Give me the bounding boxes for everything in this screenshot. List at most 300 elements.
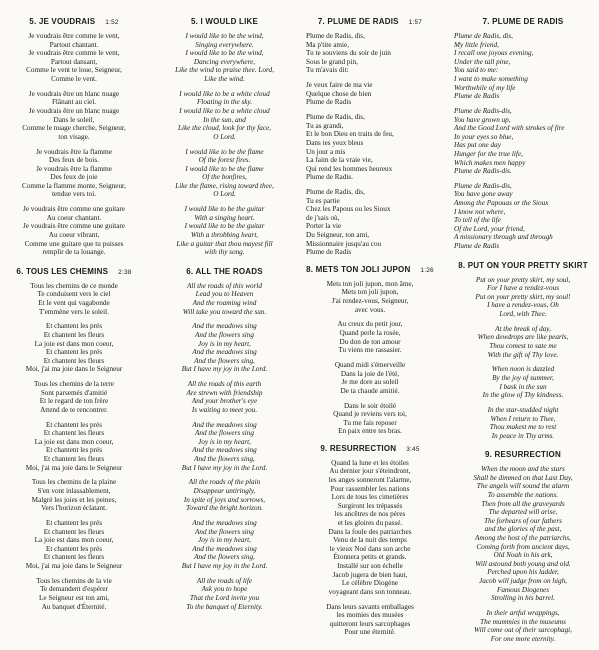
lyric-line: and the glories of the past, <box>484 525 562 534</box>
song-name: PLUME DE RADIS <box>492 17 564 26</box>
lyric-line: I would like to be the wind, <box>185 49 264 58</box>
lyric-line: Like the flame, rising toward thee, <box>175 181 274 190</box>
song-duration: 3:45 <box>406 445 420 453</box>
lyric-line: Comme le vent. <box>51 74 97 83</box>
lyric-line: Des feux de joie <box>50 173 98 182</box>
verse <box>152 380 297 414</box>
lyric-line: O Lord. <box>213 132 236 141</box>
lyric-line: Et chantent les prés <box>45 348 103 357</box>
lyric-line: And the flowers sing, <box>194 455 255 464</box>
lyric-line: You have gone away <box>454 190 513 199</box>
lyric-line: S'en vont inlassablement, <box>37 487 111 496</box>
lyric-line: I recall one joyous evening, <box>454 49 534 58</box>
lyric-line: Au banquet d'Éternité. <box>41 602 107 611</box>
song-title <box>300 444 440 453</box>
lyric-line: Tu viens me rassasier. <box>338 346 402 355</box>
verse <box>152 32 297 84</box>
lyric-line: For I have a rendez-vous <box>487 284 559 293</box>
lyric-line: Je veux faire de ma vie <box>306 81 373 90</box>
verse <box>448 325 598 359</box>
lyric-line: Et le regard de ton frère <box>39 397 109 406</box>
lyric-line: When I return to Thee, <box>490 414 556 423</box>
verse <box>448 276 598 319</box>
lyric-line: La joie est dans mon coeur, <box>34 437 114 446</box>
lyric-line: When noon is dazzled <box>491 365 555 374</box>
lyric-line: The angels will sound the alarm <box>476 482 570 491</box>
verse <box>300 280 440 314</box>
song-title <box>0 17 148 26</box>
lyric-line: Among the host of the patriarchs, <box>475 534 571 543</box>
verse <box>300 402 440 436</box>
song-name: I WOULD LIKE <box>200 17 259 26</box>
lyric-line: Dans le soleil, <box>53 115 95 124</box>
lyric-line: Will take you toward the sun. <box>182 307 267 316</box>
lyric-line: Pour rassembler les nations <box>330 484 410 493</box>
song-block <box>300 444 440 637</box>
column-1 <box>0 17 148 617</box>
lyric-line: Ask you to hope <box>201 585 248 594</box>
lyric-line: In the glow of Thy kindness. <box>482 391 564 400</box>
lyric-line: Qui rend les hommes heureux <box>306 164 393 173</box>
lyric-line: Plume de Radis, dis, <box>306 113 365 122</box>
lyric-line: I would like to be the guitar <box>184 222 265 231</box>
lyric-line: Le célèbre Diogène <box>341 579 399 588</box>
lyric-line: Flânant au ciel. <box>51 98 97 107</box>
lyric-line: Put on your pretty skirt, my soul! <box>475 292 571 301</box>
lyric-line: Et chantent les prés <box>45 544 103 553</box>
lyric-line: Dans tes yeux bleus <box>306 138 364 147</box>
lyric-line: Et chantent les fleurs <box>43 429 105 438</box>
lyric-line: Shall be dimmed on that Last Day, <box>473 473 573 482</box>
lyric-line: Surgiront les trépassés <box>337 501 403 510</box>
lyric-line: In peace in Thy arms. <box>491 431 555 440</box>
lyric-line: Thou comest to sate me <box>489 341 557 350</box>
lyric-line: My little friend, <box>454 40 499 49</box>
lyric-line: Like a guitar that thou mayest fill <box>176 239 273 248</box>
lyric-line: A missionary through and through <box>454 233 553 242</box>
verse <box>152 478 297 512</box>
lyric-line: I would like to be the flame <box>185 164 264 173</box>
verse <box>152 519 297 571</box>
lyric-line: You have grown up, <box>454 115 511 124</box>
song-number: 9. <box>320 443 328 453</box>
song-number: 5. <box>190 17 199 26</box>
verse <box>0 32 148 84</box>
lyric-line: Et le vent qui vagabonde <box>38 299 110 307</box>
lyric-line: Lord, with Thee. <box>499 310 547 318</box>
lyric-line: Will astound both young and old. <box>475 559 571 568</box>
song-block <box>152 267 297 611</box>
verse <box>0 205 148 257</box>
song-title <box>448 450 598 459</box>
lyric-line: Tous les chemins de ce monde <box>30 281 118 290</box>
lyric-line: Venu de la nuit des temps <box>333 536 407 545</box>
lyric-line: tendue vers toi. <box>51 190 97 199</box>
lyric-line: Quelque chose de bien <box>306 89 372 98</box>
lyric-line: Tous les chemins de la plaine <box>31 478 117 487</box>
lyric-line: And your brother's eye <box>191 397 258 406</box>
lyric-line: Mets ton joli jupon, <box>341 288 399 297</box>
lyric-line: De ta chaude amitié. <box>340 386 400 395</box>
song-name: JE VOUDRAIS <box>38 17 96 26</box>
lyric-line: Tu me fais reposer <box>343 418 397 427</box>
lyric-line: Installé sur son échelle <box>337 562 403 570</box>
lyric-line: Et chantent les prés <box>45 322 103 331</box>
lyric-line: Which makes men happy <box>454 158 526 167</box>
song-number: 7. <box>482 17 490 26</box>
lyric-line: All the roads of this world <box>186 281 262 290</box>
lyric-line: I would like to be a white cloud <box>179 89 270 98</box>
lyric-line: Tu m'avais dit: <box>306 66 349 75</box>
song-block <box>152 17 297 257</box>
lyric-line: And the flowers sing <box>195 429 254 438</box>
lyric-line: And the meadows sing <box>192 519 257 527</box>
lyric-line: La joie est dans mon coeur, <box>34 536 114 545</box>
lyric-line: And the flowers sing <box>195 330 254 339</box>
lyric-line: Plume de Radis-dis. <box>454 167 512 176</box>
lyric-line: The departed will arise, <box>488 508 558 517</box>
lyric-line: And the flowers sing, <box>194 356 255 365</box>
lyric-line: And the meadows sing <box>192 446 257 455</box>
lyric-line: Moi, j'ai ma joie dans le Seigneur <box>25 561 123 570</box>
lyric-line: Of the bonfires, <box>202 173 247 182</box>
lyric-line: But I have my joy in the Lord. <box>181 463 268 472</box>
lyric-line: In your eyes so blue, <box>454 132 514 141</box>
song-number: 5. <box>29 17 37 26</box>
lyric-line: Strolling in his barrel. <box>491 594 555 603</box>
lyric-line: Will come out of their sarcophagi, <box>474 626 572 635</box>
lyric-line: When dewdrops are like pearls, <box>477 333 569 342</box>
lyric-line: Du don de ton amour <box>339 337 401 346</box>
verse <box>0 478 148 512</box>
lyric-line: Coming forth from ancient days, <box>476 542 570 551</box>
verse <box>448 107 598 176</box>
lyric-line: Dans la foule des patriarches <box>328 527 412 536</box>
song-name: PUT ON YOUR PRETTY SKIRT <box>467 260 588 270</box>
verse <box>300 113 440 182</box>
lyric-line: In the star-studded night <box>487 405 559 414</box>
song-title <box>0 267 148 276</box>
lyric-line: Au dernier jour s'éteindront, <box>329 467 411 476</box>
lyric-line: Like the wind. <box>204 74 245 83</box>
lyric-line: Je voudrais être un blanc nuage <box>28 106 120 115</box>
lyric-line: Comme le vent te loue, Seigneur, <box>26 66 122 75</box>
lyric-line: Porter la vie <box>306 222 342 231</box>
lyric-line: Plume de Radis <box>454 242 500 251</box>
lyric-line: Plume de Radis, dis, <box>306 188 365 197</box>
lyric-line: The forbears of our fathers <box>484 516 562 525</box>
column-4 <box>448 17 598 650</box>
lyric-line: Is waiting to meet you. <box>191 405 258 414</box>
lyric-line: de j'sais où, <box>306 213 340 222</box>
lyric-line: But I have my joy in the Lord. <box>181 561 268 570</box>
lyric-line: Among the Papouas or the Sioux <box>454 199 549 208</box>
lyric-line: Plume de Radis <box>306 98 352 107</box>
lyric-line: And the meadows sing <box>192 348 257 357</box>
lyric-line: with thy song. <box>204 248 245 257</box>
lyric-line: Then from all the graveyards <box>481 499 565 508</box>
song-number: 6. <box>16 266 24 276</box>
lyric-line: And the meadows sing <box>192 420 257 429</box>
lyric-line: Dans la joie de l'été, <box>340 369 400 378</box>
lyric-line: Je voudrais être la flamme <box>36 164 112 173</box>
lyric-line: Lead you to Heaven <box>195 290 254 299</box>
lyric-line: Partout dansant, <box>50 57 98 66</box>
lyric-line: Quand midi s'émerveille <box>334 360 406 369</box>
lyric-line: Je voudrais être un blanc nuage <box>28 89 120 98</box>
lyric-line: Quand je reviens vers toi, <box>333 410 407 419</box>
song-block <box>448 450 598 643</box>
lyric-line: Thou makest me to rest <box>489 423 557 432</box>
lyric-line: Au creux du petit jour, <box>337 320 403 329</box>
lyric-line: Toward the bright horizon. <box>186 504 263 513</box>
lyric-line: Je voudrais être comme une guitare <box>23 205 125 214</box>
verse <box>448 365 598 399</box>
lyric-line: Singing everywhere. <box>195 40 254 49</box>
lyric-line: Moi, j'ai ma joie dans le Seigneur <box>25 365 123 374</box>
lyric-line: Lors de tous les cimetières <box>331 493 409 502</box>
verse <box>300 603 440 637</box>
verse <box>152 148 297 200</box>
lyric-line: In their artful wrappings, <box>486 608 560 617</box>
lyric-line: Comme une guitare que tu puisses <box>24 239 124 248</box>
lyric-line: Dans le soir étoilé <box>343 401 397 410</box>
verse <box>300 81 440 107</box>
lyric-line: Et le bon Dieu en traits de feu, <box>306 130 394 139</box>
lyric-line: Je voudrais être comme le vent, <box>28 49 120 58</box>
lyric-line: La faim de la vraie vie, <box>306 156 373 165</box>
lyric-line: J'ai rendez-vous, Seigneur, <box>331 297 409 305</box>
verse <box>0 519 148 571</box>
verse <box>152 577 297 611</box>
lyric-line: Plume de Radis, dis, <box>454 32 513 40</box>
verse <box>300 361 440 395</box>
lyric-line: les ancêtres de nos pères <box>334 510 406 519</box>
lyric-line: Are strewn with friendship <box>186 388 263 397</box>
verse <box>448 182 598 251</box>
lyric-line: And the roaming wind <box>192 299 257 307</box>
lyric-line: I would like to be the wind, <box>185 32 264 40</box>
lyric-line: I want to make something <box>454 74 528 83</box>
lyric-line: In the sun, and <box>203 115 246 124</box>
lyric-line: Dancing everywhere, <box>193 57 256 66</box>
song-title <box>152 267 297 276</box>
lyric-line: Mets ton joli jupon, mon âme, <box>326 279 414 288</box>
verse <box>0 148 148 200</box>
verse <box>0 577 148 611</box>
lyric-line: All the roads of this earth <box>187 380 262 389</box>
lyric-line: Plume de Radis. <box>306 173 353 182</box>
lyric-line: To tell of the life <box>454 216 501 225</box>
lyric-line: Joy is in my heart, <box>198 536 251 545</box>
lyric-line: I would like to be the guitar <box>184 205 265 214</box>
song-duration: 1:52 <box>105 19 119 26</box>
song-number: 7. <box>317 17 325 26</box>
song-number: 8. <box>306 264 314 274</box>
verse <box>300 459 440 597</box>
song-name: ALL THE ROADS <box>195 266 263 276</box>
verse <box>152 205 297 257</box>
lyric-line: Plume de Radis, dis, <box>306 32 365 40</box>
lyric-line: Un jour a mis <box>306 147 346 156</box>
song-duration: 1:26 <box>420 266 434 274</box>
lyric-line: les anges sonneront l'alarme, <box>328 476 412 485</box>
lyric-line: All the roads of the plain <box>188 478 261 487</box>
lyric-line: Partout chantant. <box>49 40 99 49</box>
lyric-line: Put on your pretty skirt, my soul, <box>475 275 571 284</box>
lyric-line: The mummies in the museums <box>480 617 566 626</box>
verse <box>152 282 297 316</box>
lyric-line: Under the tall pine, <box>454 57 511 66</box>
lyric-line: Et chantent les fleurs <box>43 553 105 562</box>
lyric-line: O Lord. <box>213 190 236 199</box>
lyric-line: quitteront leurs sarcophages <box>329 619 411 628</box>
lyric-line: By the joy of summer, <box>492 373 554 382</box>
verse <box>300 320 440 354</box>
lyric-line: Dans leurs savants emballages <box>326 602 414 611</box>
lyric-line: For one more eternity. <box>490 634 556 643</box>
lyric-line: Tous les chemins de la vie <box>36 576 112 585</box>
lyric-line: Plume de Radis-dis, <box>454 106 512 115</box>
lyric-line: Tu as grandi, <box>306 121 344 130</box>
lyric-line: All the roads of life <box>196 576 253 585</box>
lyric-line: And the flowers sing <box>195 527 254 536</box>
lyric-line: Vers l'horizon éclatant. <box>41 504 107 513</box>
lyric-line: Floating in the sky. <box>196 98 253 107</box>
lyric-line: Quand la lune et les étoiles <box>331 458 409 467</box>
lyric-line: Plume de Radis <box>454 92 500 101</box>
lyric-line: And the meadows sing <box>192 322 257 331</box>
lyric-line: Moi, j'ai ma joie dans le Seigneur <box>25 463 123 472</box>
lyric-line: Tu te souviens du soir de juin <box>306 49 391 58</box>
song-number: 8. <box>458 260 466 270</box>
lyric-line: les momies des musées <box>336 611 404 620</box>
song-block <box>300 265 440 436</box>
lyric-line: Ma p'tite amie, <box>306 40 350 49</box>
lyric-line: When the moon and the stars <box>481 465 565 474</box>
lyric-line: Jacob will judge from on high, <box>479 577 567 585</box>
lyric-line: I have a rendez-vous, Oh <box>487 301 559 310</box>
song-name: RESURRECTION <box>494 450 561 460</box>
lyric-line: Je voudrais être comme une guitare <box>23 222 125 231</box>
lyric-line: Like the cloud, look for thy face, <box>177 124 271 133</box>
lyric-line: And the meadows sing <box>192 544 257 553</box>
lyric-line: With a singing heart. <box>194 213 255 222</box>
verse <box>448 609 598 643</box>
verse <box>0 282 148 316</box>
lyric-line: le vieux Noé dans son arche <box>329 544 411 553</box>
lyric-line: To assemble the nations. <box>487 491 559 500</box>
lyric-line: Quand perle la rosée, <box>339 328 401 337</box>
song-duration: 2:38 <box>118 268 132 276</box>
lyric-line: That the Lord invite you <box>189 593 260 602</box>
song-title <box>448 17 598 26</box>
lyric-line: Joy is in my heart, <box>198 437 251 446</box>
song-duration: 1:57 <box>408 19 423 26</box>
song-name: PLUME DE RADIS <box>327 17 399 26</box>
lyric-line: Disappear untiringly, <box>193 487 256 496</box>
verse <box>0 90 148 142</box>
lyric-line: Comme la flamme monte, Seigneur, <box>22 181 126 190</box>
lyric-line: Au coeur vibrant, <box>48 231 100 240</box>
lyric-line: Famous Diogenes <box>496 585 550 594</box>
verse <box>300 32 440 75</box>
lyric-line: Des feux de bois. <box>49 156 99 165</box>
lyric-line: Te demandent d'espérer <box>40 585 108 594</box>
verse <box>448 406 598 440</box>
lyric-line: Comme le nuage cherche, Seigneur, <box>22 124 126 133</box>
lyric-line: T'emmène vers le soleil. <box>39 307 109 316</box>
verse <box>448 465 598 603</box>
lyric-line: Sont parsemés d'amitié <box>40 388 108 397</box>
lyric-line: But I have my joy in the Lord. <box>181 365 268 374</box>
lyric-line: I know not where, <box>454 207 506 216</box>
column-2 <box>152 17 297 617</box>
song-name: METS TON JOLI JUPON <box>315 264 411 274</box>
lyric-line: Hunger for the true life, <box>454 149 523 158</box>
lyric-line: I bask in the sun <box>499 382 547 391</box>
song-title <box>448 261 598 270</box>
lyric-line: Chez les Papous ou les Sioux <box>306 205 391 214</box>
lyric-line: En paix entre tes bras. <box>338 427 402 436</box>
lyric-line: Of the Lord, your friend, <box>454 224 525 233</box>
lyric-line: et les gloires du passé. <box>337 519 403 528</box>
lyric-line: Au coeur chantant. <box>46 213 102 222</box>
lyric-line: Jacob jugera de bien haut, <box>332 570 408 579</box>
song-name: TOUS LES CHEMINS <box>25 266 109 276</box>
lyric-line: Le Seigneur est ton ami, <box>38 593 110 602</box>
song-block <box>448 261 598 441</box>
lyric-line: Worthwhile of my life <box>454 83 516 92</box>
lyric-line: Perched upon his ladder, <box>487 568 559 577</box>
lyric-line: Malgré les joies et les peines, <box>31 495 117 504</box>
verse <box>448 32 598 101</box>
lyric-line: Et chantent les prés <box>45 519 103 527</box>
lyric-line: Joy is in my heart, <box>198 339 251 348</box>
song-number: 9. <box>485 450 493 460</box>
verse <box>152 90 297 142</box>
song-title <box>152 17 297 26</box>
lyric-line: Plume de Radis-dis, <box>454 181 512 190</box>
song-title <box>300 265 440 274</box>
lyric-line: Plume de Radis <box>306 248 352 257</box>
verse <box>300 188 440 257</box>
lyric-line: And the flowers sing, <box>194 553 255 562</box>
lyric-line: Je voudrais être comme le vent, <box>28 32 120 40</box>
song-number: 6. <box>186 266 194 276</box>
lyric-line: Et chantent les fleurs <box>43 455 105 464</box>
lyric-line: ton visage. <box>58 132 90 141</box>
verse <box>152 322 297 374</box>
song-title <box>300 17 440 26</box>
song-block <box>300 17 440 257</box>
lyric-line: Sous le grand pin, <box>306 57 358 66</box>
lyric-line: Pour une éternité. <box>344 628 396 637</box>
lyric-line: La joie est dans mon coeur, <box>34 339 114 348</box>
lyric-line: Has put one day <box>454 141 501 150</box>
lyric-line: Et chantent les fleurs <box>43 356 105 365</box>
lyric-line: In spite of joys and sorrows, <box>183 495 266 504</box>
lyric-line: Like the wind to praise thee. Lord, <box>175 66 274 75</box>
lyric-line: voyageant dans son tonneau. <box>328 587 412 596</box>
song-block <box>448 17 598 251</box>
lyric-line: At the break of day, <box>495 324 551 333</box>
lyric-line: Et chantent les fleurs <box>43 330 105 339</box>
lyric-line: avec vous. <box>354 305 386 314</box>
lyric-line: I would like to be the flame <box>185 147 264 156</box>
lyric-line: Old Noah in his ark, <box>493 551 553 560</box>
lyric-line: Je voudrais être la flamme <box>36 147 112 156</box>
